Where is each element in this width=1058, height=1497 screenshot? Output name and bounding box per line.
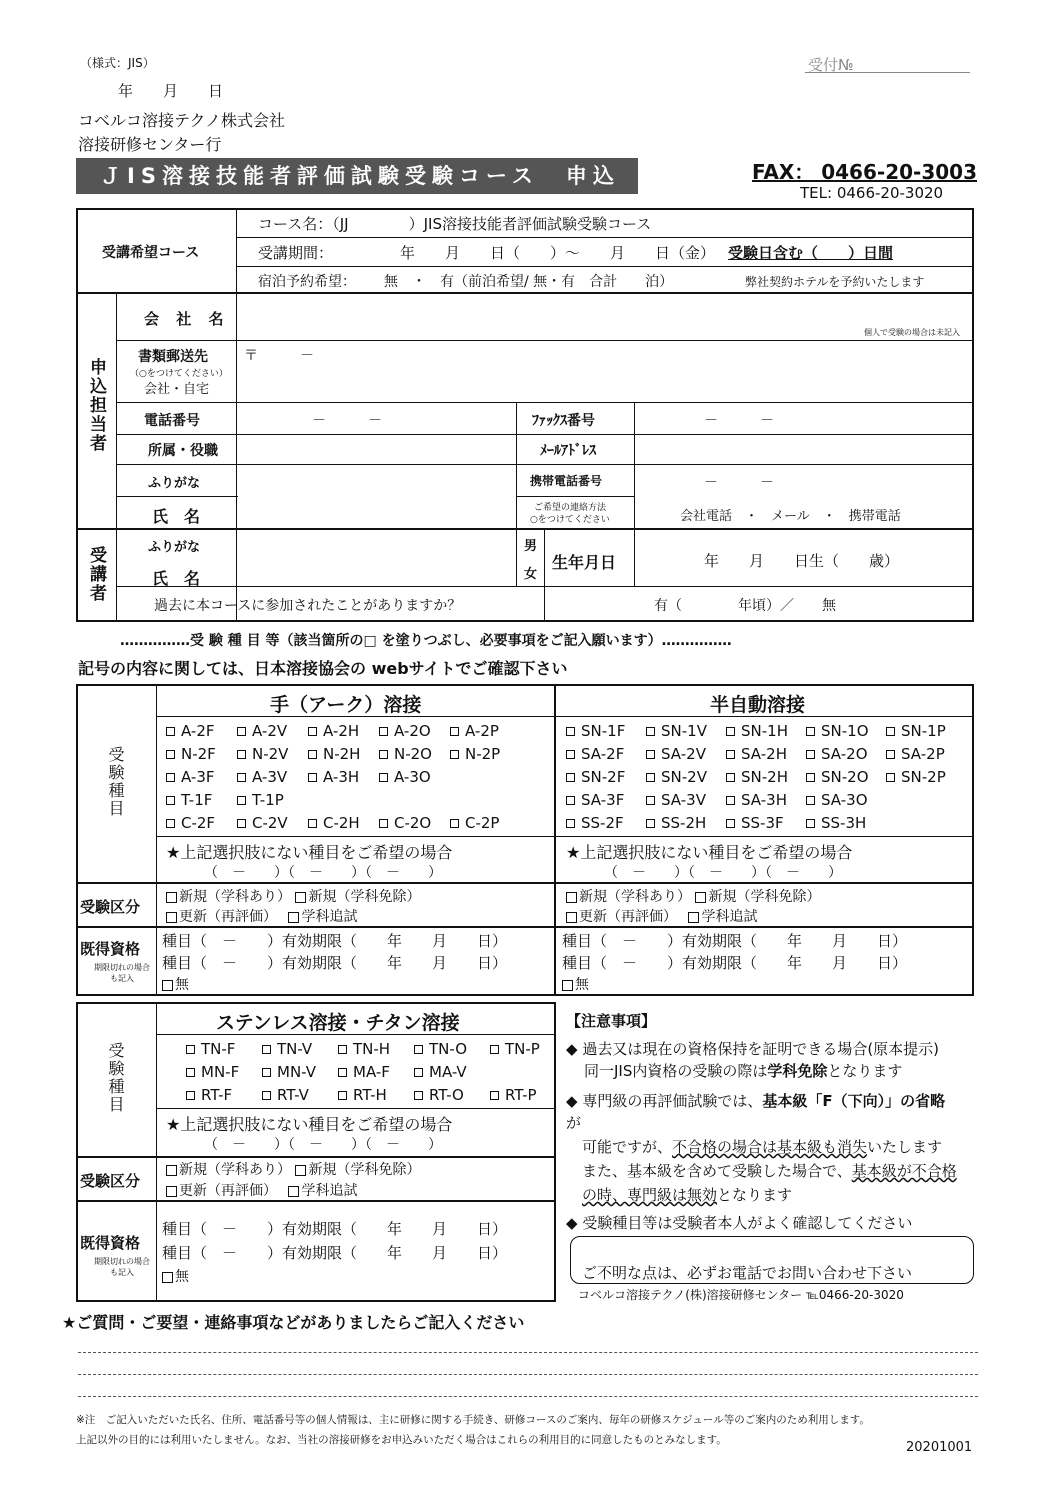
checkbox-icon[interactable] <box>806 750 815 759</box>
stainless-option-tn-h[interactable] <box>338 1040 390 1058</box>
checkbox-icon[interactable] <box>806 796 815 805</box>
arc-option-c-2h[interactable] <box>308 814 360 832</box>
checkbox-icon[interactable] <box>237 750 246 759</box>
semi-title: 半自動溶接 <box>710 694 806 716</box>
stainless-exam-type-label: 受験区分 <box>80 1172 141 1190</box>
arc-option-label: T-1F <box>181 791 213 809</box>
dept-label: 所属・役職 <box>148 443 218 459</box>
fax-label: ﾌｧｯｸｽ番号 <box>532 413 595 429</box>
semi-other-field[interactable]: （ － ）（ － ）（ － ） <box>604 865 842 881</box>
arc-option-label: T-1P <box>252 791 284 809</box>
stainless-option-label: RT-H <box>353 1086 387 1104</box>
checkbox-icon[interactable] <box>166 727 175 736</box>
checkbox-icon[interactable] <box>490 1045 499 1054</box>
checkbox-icon[interactable] <box>806 727 815 736</box>
semi-option-label: SS-2F <box>581 814 624 832</box>
contact-text: ご不明な点は、必ずお電話でお問い合わせ下さい <box>582 1264 913 1282</box>
arc-option-t-1f[interactable] <box>166 791 212 809</box>
past-answer[interactable]: 有（ 年頃）／ 無 <box>654 598 836 614</box>
semi-option-ss-3h[interactable] <box>806 814 866 832</box>
checkbox-icon[interactable] <box>646 750 655 759</box>
stay-field[interactable]: 無 ・ 有（前泊希望/ 無・有 合計 泊） <box>384 274 674 290</box>
arc-other-field[interactable]: （ － ）（ － ）（ － ） <box>204 865 442 881</box>
stainless-option-tn-p[interactable] <box>490 1040 540 1058</box>
company-name: コベルコ溶接テクノ株式会社 <box>78 111 286 130</box>
stainless-option-tn-f[interactable] <box>186 1040 235 1058</box>
stainless-qual-line-2[interactable]: 種目（ － ）有効期限（ 年 月 日） <box>162 1244 508 1262</box>
tel-number: TEL: 0466-20-3020 <box>800 184 944 202</box>
arc-option-label: N-2H <box>323 745 361 763</box>
stainless-other-label: ★上記選択肢にない種目をご希望の場合 <box>166 1115 453 1134</box>
stainless-option-label: RT-O <box>429 1086 464 1104</box>
arc-option-label: N-2P <box>465 745 501 763</box>
checkbox-icon[interactable] <box>379 773 388 782</box>
stainless-qual-sub: 期限切れの場合も記入 <box>94 1257 150 1277</box>
arc-option-label: C-2P <box>465 814 500 832</box>
examinee-name-label: 氏 名 <box>152 569 201 588</box>
birth-field[interactable]: 年 月 日生（ 歳） <box>704 552 900 570</box>
semi-option-label: SA-2H <box>741 745 787 763</box>
checkbox-icon[interactable] <box>566 796 575 805</box>
semi-option-sa-3h[interactable] <box>726 791 787 809</box>
checkbox-icon[interactable] <box>450 819 459 828</box>
checkbox-icon[interactable] <box>308 773 317 782</box>
checkbox-icon[interactable] <box>308 819 317 828</box>
checkbox-icon[interactable] <box>308 727 317 736</box>
contact-tel: コベルコ溶接テクノ(株)溶接研修センター ℡0466-20-3020 <box>578 1288 904 1302</box>
semi-option-label: SA-2O <box>821 745 868 763</box>
stainless-option-rt-v[interactable] <box>262 1086 309 1104</box>
format-label: （様式：JIS） <box>80 56 155 70</box>
checkbox-icon[interactable] <box>566 773 575 782</box>
request-line-2[interactable] <box>78 1374 978 1375</box>
arc-option-a-2f[interactable] <box>166 722 215 740</box>
semi-option-label: SN-2V <box>661 768 707 786</box>
stainless-qual-none[interactable]: 無 <box>162 1266 189 1286</box>
arc-option-label: A-3V <box>252 768 288 786</box>
applicant-name-label: 氏 名 <box>152 507 201 526</box>
arc-exam-type-new[interactable]: 新規（学科あり） 新規（学科免除） <box>166 886 420 906</box>
checkbox-icon[interactable] <box>646 773 655 782</box>
arc-option-label: A-3F <box>181 768 215 786</box>
semi-option-label: SN-1H <box>741 722 788 740</box>
checkbox-icon[interactable] <box>646 796 655 805</box>
contact-options[interactable]: 会社電話 ・ メール ・ 携帯電話 <box>680 509 901 524</box>
arc-option-label: A-2H <box>323 722 360 740</box>
checkbox-icon[interactable] <box>450 727 459 736</box>
examinee-label: 受講者 <box>86 546 106 603</box>
arc-option-label: A-2F <box>181 722 215 740</box>
arc-option-label: N-2V <box>252 745 289 763</box>
arc-option-label: A-2O <box>394 722 431 740</box>
phone-label: 電話番号 <box>144 413 200 429</box>
sex-male[interactable]: 男 <box>524 539 538 554</box>
arc-option-label: A-3O <box>394 768 431 786</box>
birth-label: 生年月日 <box>552 553 617 572</box>
stay-note: 弊社契約ホテルを予約いたします <box>745 275 925 289</box>
mail-sub: （○をつけてください） <box>130 369 228 379</box>
checkbox-icon[interactable] <box>646 819 655 828</box>
semi-option-sn-1v[interactable] <box>646 722 707 740</box>
semi-option-ss-3f[interactable] <box>726 814 784 832</box>
center-name: 溶接研修センター行 <box>78 135 222 154</box>
arc-option-a-2o[interactable] <box>379 722 431 740</box>
stainless-option-mn-f[interactable] <box>186 1063 239 1081</box>
checkbox-icon[interactable] <box>414 1068 423 1077</box>
checkbox-icon[interactable] <box>186 1091 195 1100</box>
checkbox-icon[interactable] <box>379 727 388 736</box>
arc-option-a-2v[interactable] <box>237 722 287 740</box>
semi-option-sn-1o[interactable] <box>806 722 869 740</box>
semi-qual-line-2[interactable]: 種目（ － ）有効期限（ 年 月 日） <box>562 954 908 972</box>
note-1b: 同一JIS内資格の受験の際は学科免除となります <box>584 1062 903 1080</box>
checkbox-icon[interactable] <box>237 819 246 828</box>
arc-other-label: ★上記選択肢にない種目をご希望の場合 <box>166 843 453 862</box>
date-field[interactable]: 年 月 日 <box>118 82 224 100</box>
semi-exam-type-renew[interactable]: 更新（再評価） 学科追試 <box>566 906 757 926</box>
postal-field[interactable]: 〒 － <box>244 348 314 364</box>
checkbox-icon[interactable] <box>490 1091 499 1100</box>
arc-title: 手（アーク）溶接 <box>270 694 422 716</box>
checkbox-icon[interactable] <box>379 819 388 828</box>
semi-option-label: SA-2P <box>901 745 945 763</box>
semi-option-label: SN-1F <box>581 722 626 740</box>
arc-option-a-3h[interactable] <box>308 768 359 786</box>
stainless-exam-type-new[interactable]: 新規（学科あり） 新規（学科免除） <box>166 1159 420 1179</box>
semi-option-label: SN-1V <box>661 722 707 740</box>
arc-option-label: C-2H <box>323 814 360 832</box>
note-1a: ◆ 過去又は現在の資格保持を証明できる場合(原本提示) <box>566 1040 940 1058</box>
arc-option-a-3o[interactable] <box>379 768 431 786</box>
semi-option-label: SS-2H <box>661 814 707 832</box>
qual-sub: 期限切れの場合も記入 <box>94 963 150 983</box>
checkbox-icon[interactable] <box>237 773 246 782</box>
course-name-field[interactable]: コース名：（JJ ）JIS溶接技能者評価試験受験コース <box>258 215 652 233</box>
stainless-option-label: MN-V <box>277 1063 316 1081</box>
checkbox-icon[interactable] <box>414 1045 423 1054</box>
exam-type-label: 受験区分 <box>80 898 141 916</box>
arc-option-c-2f[interactable] <box>166 814 215 832</box>
request-line-1[interactable] <box>78 1352 978 1353</box>
semi-option-label: SN-2O <box>821 768 869 786</box>
arc-option-label: N-2O <box>394 745 432 763</box>
contact-sub: ○をつけてください <box>530 515 610 525</box>
period-days-field[interactable]: 受験日含む（ ）日間 <box>728 244 894 262</box>
checkbox-icon[interactable] <box>566 750 575 759</box>
mail-options[interactable]: 会社・自宅 <box>144 382 210 397</box>
semi-option-sa-2p[interactable] <box>886 745 945 763</box>
semi-option-sa-3v[interactable] <box>646 791 706 809</box>
semi-option-label: SN-2P <box>901 768 946 786</box>
company-input[interactable] <box>240 298 972 338</box>
examinee-furigana-label: ふりがな <box>148 540 201 555</box>
phone-field[interactable]: － － <box>312 413 382 429</box>
request-line-3[interactable] <box>78 1396 978 1397</box>
semi-option-ss-2h[interactable] <box>646 814 706 832</box>
stainless-option-rt-f[interactable] <box>186 1086 232 1104</box>
form-title: ＪIS溶接技能者評価試験受験コース 申込書 <box>76 158 638 194</box>
qual-label: 既得資格 <box>80 940 141 958</box>
note-6: ◆ 受験種目等は受験者本人がよく確認してください <box>566 1214 913 1232</box>
arc-option-n-2o[interactable] <box>379 745 432 763</box>
request-label: ★ご質問・ご要望・連絡事項などがありましたらご記入ください <box>62 1313 525 1332</box>
course-label: 受講希望コース <box>102 245 200 261</box>
checkbox-icon[interactable] <box>566 819 575 828</box>
stainless-option-label: TN-P <box>505 1040 540 1058</box>
semi-option-label: SA-3H <box>741 791 787 809</box>
semi-option-label: SN-1P <box>901 722 946 740</box>
arc-qual-none[interactable]: 無 <box>162 974 189 994</box>
checkbox-icon[interactable] <box>262 1091 271 1100</box>
semi-option-label: SN-2H <box>741 768 788 786</box>
stainless-option-label: TN-H <box>353 1040 391 1058</box>
arc-option-c-2o[interactable] <box>379 814 431 832</box>
arc-qual-line-1[interactable]: 種目（ － ）有効期限（ 年 月 日） <box>162 932 508 950</box>
stainless-option-label: TN-V <box>277 1040 313 1058</box>
semi-option-sn-2o[interactable] <box>806 768 869 786</box>
mobile-field[interactable]: － － <box>704 475 774 491</box>
stainless-option-rt-o[interactable] <box>414 1086 464 1104</box>
fax-number: FAX： 0466-20-3003 <box>752 160 977 184</box>
semi-option-sn-1f[interactable] <box>566 722 625 740</box>
arc-option-label: C-2O <box>394 814 432 832</box>
stainless-exam-label: 受験種目 <box>106 1042 125 1114</box>
note-2a: ◆ 専門級の再評価試験では、基本級「F（下向）」の省略 <box>566 1092 946 1110</box>
stainless-option-label: MA-F <box>353 1063 390 1081</box>
arc-option-t-1p[interactable] <box>237 791 284 809</box>
checkbox-icon[interactable] <box>262 1068 271 1077</box>
stainless-option-tn-v[interactable] <box>262 1040 312 1058</box>
semi-option-sn-2f[interactable] <box>566 768 625 786</box>
semi-option-sa-2f[interactable] <box>566 745 624 763</box>
checkbox-icon[interactable] <box>166 750 175 759</box>
checkbox-icon[interactable] <box>338 1091 347 1100</box>
mail-label: 書類郵送先 <box>138 349 208 365</box>
stainless-exam-type-renew[interactable]: 更新（再評価） 学科追試 <box>166 1180 357 1200</box>
past-question: 過去に本コースに参加されたことがありますか？ <box>154 598 462 614</box>
note-3: 可能ですが、不合格の場合は基本級も消失いたします <box>582 1138 943 1156</box>
checkbox-icon[interactable] <box>726 773 735 782</box>
checkbox-icon[interactable] <box>806 819 815 828</box>
arc-option-n-2f[interactable] <box>166 745 216 763</box>
stainless-other-field[interactable]: （ － ）（ － ）（ － ） <box>204 1137 442 1153</box>
stainless-qual-line-1[interactable]: 種目（ － ）有効期限（ 年 月 日） <box>162 1220 508 1238</box>
stainless-option-mn-v[interactable] <box>262 1063 316 1081</box>
checkbox-icon[interactable] <box>646 727 655 736</box>
arc-exam-label: 受験種目 <box>106 746 125 818</box>
checkbox-icon[interactable] <box>726 727 735 736</box>
checkbox-icon[interactable] <box>166 819 175 828</box>
semi-option-sn-2p[interactable] <box>886 768 946 786</box>
checkbox-icon[interactable] <box>726 819 735 828</box>
privacy-line-2: 上記以外の目的には利用いたしません。なお、当社の溶接研修をお申込みいただく場合はこれらの利用目的に同意したものとみなします。 <box>76 1434 727 1446</box>
semi-option-label: SA-3F <box>581 791 625 809</box>
stainless-option-label: MN-F <box>201 1063 240 1081</box>
checkbox-icon[interactable] <box>726 796 735 805</box>
semi-option-sn-1p[interactable] <box>886 722 946 740</box>
semi-option-sn-2h[interactable] <box>726 768 788 786</box>
semi-qual-line-1[interactable]: 種目（ － ）有効期限（ 年 月 日） <box>562 932 908 950</box>
note-4: また、基本級を含めて受験した場合で、基本級が不合格 <box>582 1162 957 1180</box>
checkbox-icon[interactable] <box>186 1045 195 1054</box>
email-label: ﾒｰﾙｱﾄﾞﾚｽ <box>540 443 596 459</box>
semi-option-label: SA-3O <box>821 791 868 809</box>
note-5: の時、専門級は無効となります <box>582 1186 793 1204</box>
stainless-option-tn-o[interactable] <box>414 1040 467 1058</box>
arc-option-a-3f[interactable] <box>166 768 215 786</box>
semi-option-label: SS-3H <box>821 814 867 832</box>
checkbox-icon[interactable] <box>308 750 317 759</box>
semi-option-sa-2o[interactable] <box>806 745 868 763</box>
checkbox-icon[interactable] <box>237 796 246 805</box>
semi-option-ss-2f[interactable] <box>566 814 624 832</box>
checkbox-icon[interactable] <box>886 750 895 759</box>
arc-option-c-2v[interactable] <box>237 814 288 832</box>
semi-option-label: SA-3V <box>661 791 706 809</box>
stainless-title: ステンレス溶接・チタン溶接 <box>216 1012 460 1034</box>
receipt-no: 受付№ <box>808 56 854 74</box>
semi-option-label: SN-2F <box>581 768 626 786</box>
section-note: 記号の内容に関しては、日本溶接協会の webサイトでご確認下さい <box>78 659 568 678</box>
semi-option-sa-3f[interactable] <box>566 791 624 809</box>
stainless-option-label: RT-P <box>505 1086 537 1104</box>
arc-option-label: N-2F <box>181 745 216 763</box>
stainless-option-label: MA-V <box>429 1063 467 1081</box>
semi-option-sa-2h[interactable] <box>726 745 787 763</box>
semi-option-label: SA-2F <box>581 745 625 763</box>
checkbox-icon[interactable] <box>886 773 895 782</box>
arc-option-a-2h[interactable] <box>308 722 359 740</box>
arc-option-c-2p[interactable] <box>450 814 499 832</box>
checkbox-icon[interactable] <box>566 727 575 736</box>
checkbox-icon[interactable] <box>186 1068 195 1077</box>
semi-option-label: SN-1O <box>821 722 869 740</box>
arc-qual-line-2[interactable]: 種目（ － ）有効期限（ 年 月 日） <box>162 954 508 972</box>
stainless-option-label: TN-O <box>429 1040 468 1058</box>
period-field[interactable]: 年 月 日（ ）～ 月 日（金） <box>400 244 716 262</box>
applicant-label: 申込担当者 <box>86 358 106 453</box>
stainless-option-ma-f[interactable] <box>338 1063 390 1081</box>
stainless-option-label: RT-V <box>277 1086 309 1104</box>
semi-option-sa-3o[interactable] <box>806 791 868 809</box>
checkbox-icon[interactable] <box>338 1045 347 1054</box>
stainless-option-ma-v[interactable] <box>414 1063 467 1081</box>
mobile-label: 携帯電話番号 <box>530 474 603 488</box>
period-label: 受講期間： <box>258 244 334 262</box>
stay-label: 宿泊予約希望： <box>258 274 356 290</box>
checkbox-icon[interactable] <box>414 1091 423 1100</box>
stainless-qual-label: 既得資格 <box>80 1234 141 1252</box>
stainless-option-rt-p[interactable] <box>490 1086 537 1104</box>
arc-option-label: A-2V <box>252 722 288 740</box>
semi-option-label: SA-2V <box>661 745 706 763</box>
receipt-line <box>805 72 970 73</box>
arc-option-a-3v[interactable] <box>237 768 287 786</box>
checkbox-icon[interactable] <box>379 750 388 759</box>
sex-female[interactable]: 女 <box>524 567 538 582</box>
checkbox-icon[interactable] <box>166 796 175 805</box>
checkbox-icon[interactable] <box>726 750 735 759</box>
checkbox-icon[interactable] <box>806 773 815 782</box>
arc-option-label: A-2P <box>465 722 499 740</box>
semi-option-sn-1h[interactable] <box>726 722 788 740</box>
stainless-option-rt-h[interactable] <box>338 1086 387 1104</box>
semi-exam-type-new[interactable]: 新規（学科あり） 新規（学科免除） <box>566 886 820 906</box>
arc-option-n-2h[interactable] <box>308 745 360 763</box>
stainless-option-label: TN-F <box>201 1040 236 1058</box>
notes-title: 【注意事項】 <box>566 1012 657 1030</box>
arc-option-label: C-2F <box>181 814 216 832</box>
arc-option-a-2p[interactable] <box>450 722 499 740</box>
checkbox-icon[interactable] <box>237 727 246 736</box>
section-heading: ……………受 験 種 目 等（該当箇所の□ を塗りつぶし、必要事項をご記入願います）…………… <box>120 633 732 649</box>
checkbox-icon[interactable] <box>338 1068 347 1077</box>
arc-option-label: A-3H <box>323 768 360 786</box>
semi-option-sa-2v[interactable] <box>646 745 706 763</box>
semi-option-label: SS-3F <box>741 814 784 832</box>
semi-option-sn-2v[interactable] <box>646 768 707 786</box>
checkbox-icon[interactable] <box>166 773 175 782</box>
stainless-option-label: RT-F <box>201 1086 233 1104</box>
arc-exam-type-renew[interactable]: 更新（再評価） 学科追試 <box>166 906 357 926</box>
arc-option-n-2v[interactable] <box>237 745 288 763</box>
company-label: 会 社 名 <box>144 310 230 328</box>
checkbox-icon[interactable] <box>450 750 459 759</box>
arc-option-n-2p[interactable] <box>450 745 500 763</box>
arc-option-label: C-2V <box>252 814 288 832</box>
applicant-furigana-label: ふりがな <box>148 476 201 491</box>
semi-qual-none[interactable]: 無 <box>562 974 589 994</box>
form-code: 20201001 <box>906 1440 973 1455</box>
company-note: 個人で受験の場合は未記入 <box>864 328 960 337</box>
checkbox-icon[interactable] <box>262 1045 271 1054</box>
fax-field[interactable]: － － <box>704 413 774 429</box>
privacy-line-1: ※注 ご記入いただいた氏名、住所、電話番号等の個人情報は、主に研修に関する手続き、研修コースのご案内、毎年の研修スケジュール等のご案内のため利用します。 <box>76 1414 870 1426</box>
contact-label: ご希望の連絡方法 <box>534 503 607 513</box>
semi-other-label: ★上記選択肢にない種目をご希望の場合 <box>566 843 853 862</box>
checkbox-icon[interactable] <box>886 727 895 736</box>
note-2b: が <box>566 1114 582 1132</box>
